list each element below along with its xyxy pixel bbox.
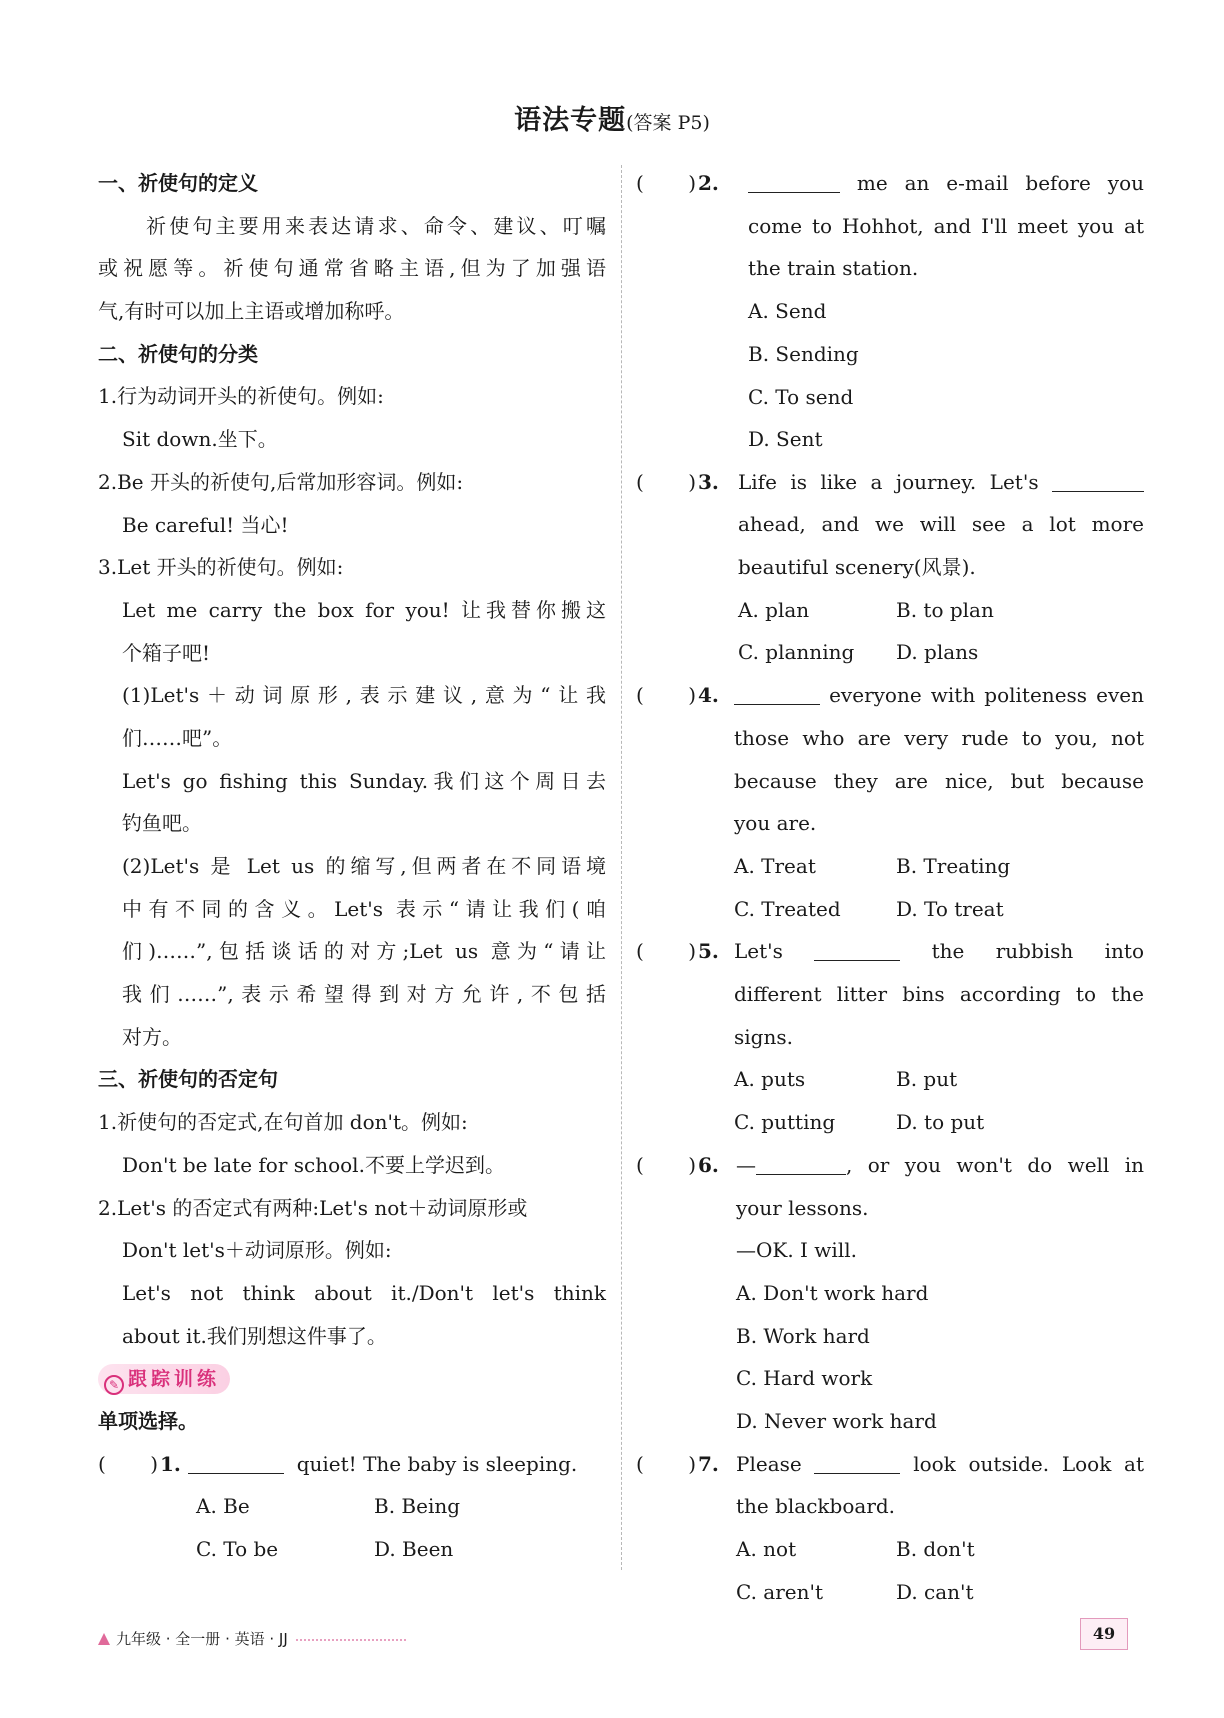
stem-text: look outside. Look at — [913, 1451, 1145, 1476]
option-a[interactable]: A. Don't work hard — [736, 1280, 929, 1305]
question-3 — [636, 461, 1144, 675]
text-line: 中有不同的含义。Let's 表示“请让我们(咱 — [122, 896, 606, 921]
stem-line: come to Hohhot, and I'll meet you at — [748, 213, 1144, 238]
column-divider — [621, 165, 622, 1570]
answer-blank — [734, 684, 820, 705]
badge-label: 跟踪训练 — [128, 1368, 221, 1391]
option-a[interactable]: A. Treat — [734, 853, 816, 878]
answer-blank — [748, 172, 840, 193]
text-line: 3.Let 开头的祈使句。例如: — [98, 555, 344, 580]
text-line: 们……吧”。 — [122, 725, 233, 750]
option-c[interactable]: C. To be — [196, 1537, 279, 1562]
text-line: Don't let's＋动词原形。例如: — [122, 1238, 392, 1263]
stem-text: Please — [736, 1451, 802, 1476]
question-number: 2. — [698, 171, 719, 195]
answer-bracket[interactable]: ( ) — [636, 171, 697, 195]
page-title — [0, 98, 1224, 137]
stem-line: because they are nice, but because — [734, 768, 1144, 793]
question-number: 6. — [698, 1152, 719, 1177]
text-line: 1.祈使句的否定式,在句首加 don't。例如: — [98, 1110, 468, 1135]
pencil-icon: ✎ — [104, 1375, 124, 1395]
stem-text: everyone with politeness even — [829, 683, 1144, 708]
badge-row — [98, 1357, 606, 1400]
option-b[interactable]: B. put — [896, 1067, 958, 1092]
stem-text: the rubbish into — [931, 939, 1144, 964]
example-line: Let's go fishing this Sunday.我们这个周日去 — [122, 768, 606, 793]
stem-text: Let's — [734, 939, 783, 964]
stem-text: — — [736, 1152, 756, 1177]
answer-bracket[interactable]: ( ) — [636, 1451, 697, 1476]
question-stem — [738, 461, 1144, 504]
triangle-icon — [98, 1633, 110, 1645]
answer-bracket[interactable]: ( ) — [636, 1152, 697, 1177]
option-c[interactable]: C. Hard work — [736, 1366, 873, 1391]
example-line: Be careful! 当心! — [122, 512, 289, 537]
option-c[interactable]: C. planning — [738, 640, 855, 665]
question-4 — [636, 674, 1144, 930]
question-stem — [734, 674, 1144, 717]
stem-line: different litter bins according to the — [734, 982, 1144, 1007]
option-c[interactable]: C. aren't — [736, 1579, 824, 1604]
title-sub: (答案 P5) — [626, 112, 710, 134]
section-heading-3: 三、祈使句的否定句 — [98, 1067, 278, 1092]
option-b[interactable]: B. to plan — [896, 597, 994, 622]
text-line: 1.行为动词开头的祈使句。例如: — [98, 384, 384, 409]
title-main: 语法专题 — [514, 105, 627, 136]
option-a[interactable]: A. Send — [748, 299, 827, 324]
stem-line: —OK. I will. — [736, 1238, 857, 1263]
page-number: 49 — [1080, 1618, 1128, 1650]
option-b[interactable]: B. don't — [896, 1537, 975, 1562]
example-line: Don't be late for school.不要上学迟到。 — [122, 1152, 505, 1177]
option-d[interactable]: D. to put — [896, 1110, 985, 1135]
stem-text: , or you won't do well in — [846, 1152, 1144, 1177]
text-line: (1)Let's＋动词原形,表示建议,意为“让我 — [122, 683, 606, 708]
stem-text: Life is like a journey. Let's — [738, 469, 1039, 494]
question-number: 7. — [698, 1451, 719, 1476]
option-a[interactable]: A. Be — [196, 1494, 250, 1519]
option-b[interactable]: B. Being — [374, 1494, 461, 1519]
stem-line: those who are very rude to you, not — [734, 725, 1144, 750]
practice-badge — [98, 1364, 230, 1394]
answer-bracket[interactable]: ( ) — [636, 683, 697, 708]
option-a[interactable]: A. plan — [738, 597, 810, 622]
answer-bracket[interactable]: ( ) — [636, 939, 697, 964]
question-2 — [636, 162, 1145, 452]
stem-line: beautiful scenery(风景). — [738, 555, 976, 580]
stem-line: the train station. — [748, 256, 919, 281]
answer-bracket[interactable]: ( ) — [98, 1451, 159, 1476]
question-number: 4. — [698, 683, 719, 708]
question-6 — [636, 1144, 1144, 1434]
text-line: 祈使句主要用来表达请求、命令、建议、叮嘱 — [146, 213, 606, 238]
section-heading-2: 二、祈使句的分类 — [98, 341, 258, 366]
example-line: Let's not think about it./Don't let's think — [122, 1280, 606, 1305]
option-c[interactable]: C. To send — [748, 384, 854, 409]
answer-bracket[interactable]: ( ) — [636, 469, 697, 494]
question-stem — [748, 162, 1144, 205]
answer-blank — [188, 1453, 284, 1474]
option-d[interactable]: D. Been — [374, 1537, 454, 1562]
exercise-heading: 单项选择。 — [98, 1408, 198, 1433]
question-number: 3. — [698, 469, 719, 494]
option-d[interactable]: D. can't — [896, 1579, 974, 1604]
text-line: 我们……”,表示希望得到对方允许,不包括 — [122, 982, 606, 1007]
option-d[interactable]: D. plans — [896, 640, 979, 665]
stem-text: me an e-mail before you — [856, 171, 1145, 195]
answer-blank — [814, 1453, 900, 1474]
question-stem — [188, 1443, 577, 1486]
option-d[interactable]: D. To treat — [896, 896, 1004, 921]
example-line: 钓鱼吧。 — [122, 811, 202, 836]
text-line: 对方。 — [122, 1024, 182, 1049]
answer-blank — [1052, 471, 1144, 492]
example-line: Sit down.坐下。 — [122, 427, 278, 452]
option-d[interactable]: D. Sent — [748, 427, 823, 452]
stem-text: quiet! The baby is sleeping. — [296, 1451, 578, 1476]
stem-line: ahead, and we will see a lot more — [738, 512, 1144, 537]
text-line: 或祝愿等。祈使句通常省略主语,但为了加强语 — [98, 256, 606, 281]
option-d[interactable]: D. Never work hard — [736, 1409, 937, 1434]
question-number: 1. — [160, 1451, 181, 1476]
question-7 — [636, 1443, 1144, 1614]
option-b[interactable]: B. Work hard — [736, 1323, 870, 1348]
option-b[interactable]: B. Sending — [748, 341, 859, 366]
stem-line: the blackboard. — [736, 1494, 896, 1519]
footer-dots — [296, 1639, 406, 1641]
section-heading-1: 一、祈使句的定义 — [98, 171, 258, 195]
right-column — [636, 162, 1144, 1614]
text-line: 2.Be 开头的祈使句,后常加形容词。例如: — [98, 469, 464, 494]
option-c[interactable]: C. putting — [734, 1110, 836, 1135]
option-b[interactable]: B. Treating — [896, 853, 1011, 878]
stem-line: signs. — [734, 1024, 793, 1049]
option-c[interactable]: C. Treated — [734, 896, 841, 921]
footer — [98, 1628, 406, 1649]
text-line: 气,有时可以加上主语或增加称呼。 — [98, 299, 405, 324]
left-column — [98, 162, 606, 1571]
answer-blank — [756, 1154, 846, 1175]
question-5 — [636, 930, 1144, 1144]
question-number: 5. — [698, 939, 719, 964]
footer-text: 九年级 · 全一册 · 英语 · JJ — [116, 1630, 288, 1648]
answer-blank — [814, 940, 900, 961]
question-1 — [98, 1443, 606, 1571]
question-stem — [736, 1144, 1144, 1187]
example-line: about it.我们别想这件事了。 — [122, 1323, 387, 1348]
example-line: 个箱子吧! — [122, 640, 211, 665]
stem-line: you are. — [734, 811, 817, 836]
option-a[interactable]: A. not — [736, 1537, 797, 1562]
question-stem — [736, 1443, 1144, 1486]
example-line: Let me carry the box for you! 让我替你搬这 — [122, 597, 606, 622]
text-line: (2)Let's 是 Let us 的缩写,但两者在不同语境 — [122, 854, 606, 878]
text-line: 2.Let's 的否定式有两种:Let's not＋动词原形或 — [98, 1195, 528, 1220]
question-stem — [734, 930, 1144, 973]
stem-line: your lessons. — [736, 1195, 869, 1220]
text-line: 们)……”,包括谈话的对方;Let us 意为“请让 — [122, 939, 606, 964]
option-a[interactable]: A. puts — [734, 1067, 806, 1092]
